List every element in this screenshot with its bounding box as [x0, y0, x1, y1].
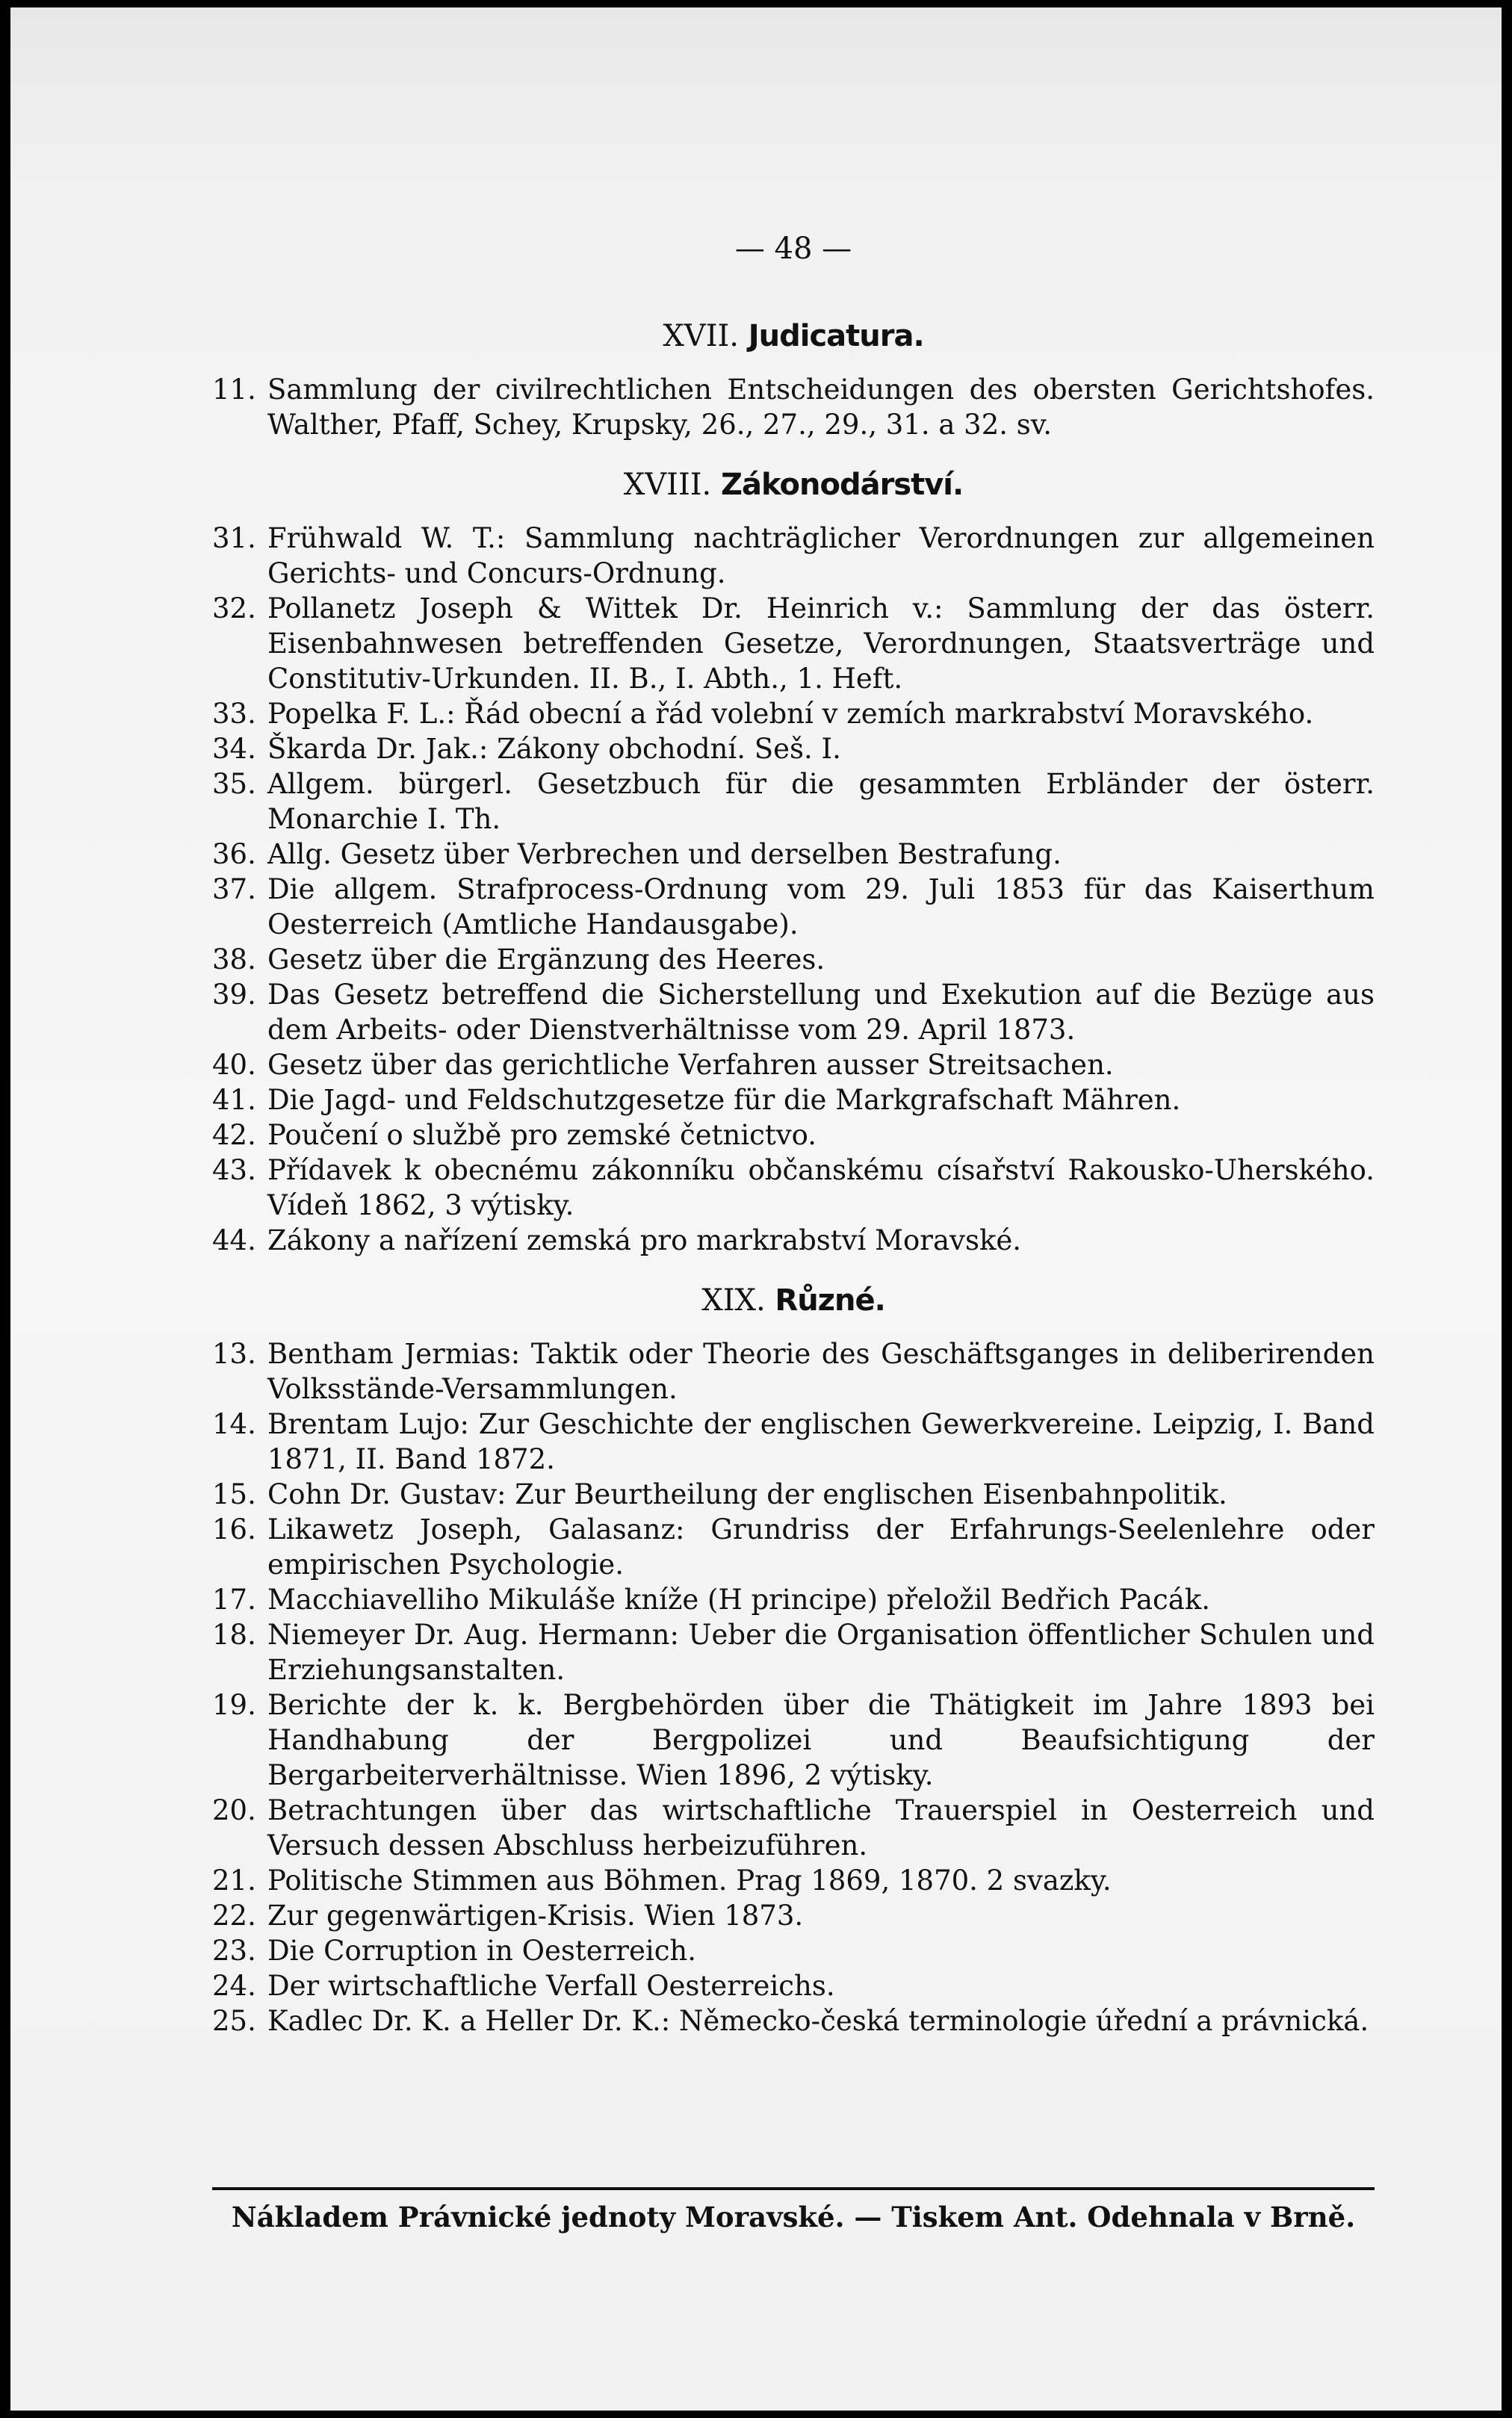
- entry-number: 43.: [212, 1154, 256, 1186]
- list-item: [212, 731, 1375, 766]
- entry-text: Die Jagd- und Feldschutzgesetze für die Markgrafschaft Mähren.: [267, 1084, 1181, 1116]
- entry-number: 39.: [212, 979, 256, 1011]
- entry-text: Berichte der k. k. Bergbehörden über die Thätigkeit im Jahre 1893 bei Handhabung der Bergpolizei und Beaufsichtigung der Bergarbeiterverhältnisse. Wien 1896, 2 výtisky.: [267, 1689, 1375, 1791]
- entry-text: Allgem. bürgerl. Gesetzbuch für die gesammten Erbländer der österr. Monarchie I. Th.: [267, 768, 1375, 835]
- list-item: [212, 521, 1375, 591]
- entry-number: 17.: [212, 1584, 256, 1616]
- entry-text: Škarda Dr. Jak.: Zákony obchodní. Seš. I.: [267, 733, 841, 765]
- page-content: [212, 232, 1375, 2039]
- entry-number: 19.: [212, 1689, 256, 1721]
- list-item: [212, 1793, 1375, 1863]
- entry-number: 33.: [212, 698, 256, 730]
- list-item: [212, 837, 1375, 872]
- section-heading: [212, 1283, 1375, 1318]
- list-item: [212, 1117, 1375, 1153]
- entry-number: 36.: [212, 838, 256, 870]
- list-item: [212, 1968, 1375, 2003]
- list-item: [212, 1082, 1375, 1117]
- entry-list: [212, 521, 1375, 1258]
- list-item: [212, 766, 1375, 837]
- entry-number: 31.: [212, 522, 256, 554]
- entry-text: Die Corruption in Oesterreich.: [267, 1935, 697, 1967]
- list-item: [212, 1153, 1375, 1223]
- footer-divider: [212, 2187, 1375, 2190]
- list-item: [212, 1863, 1375, 1898]
- entry-number: 41.: [212, 1084, 256, 1116]
- section-heading: [212, 319, 1375, 354]
- section-title: Zákonodárství.: [720, 468, 964, 502]
- page-number: — 48 —: [734, 232, 852, 266]
- section-title: Různé.: [775, 1283, 885, 1318]
- list-item: [212, 1582, 1375, 1617]
- list-item: [212, 1933, 1375, 1968]
- entry-text: Politische Stimmen aus Böhmen. Prag 1869, 1870. 2 svazky.: [267, 1864, 1112, 1897]
- entry-text: Bentham Jermias: Taktik oder Theorie des Geschäftsganges in deliberirenden Volksstände-Versammlungen.: [267, 1338, 1375, 1405]
- list-item: [212, 1617, 1375, 1687]
- list-item: [212, 591, 1375, 696]
- footer-imprint: Nákladem Právnické jednoty Moravské. — Tiskem Ant. Odehnala v Brně.: [231, 2201, 1356, 2233]
- entry-text: Přídavek k obecnému zákonníku občanskému císařství Rakousko-Uherského. Vídeň 1862, 3 výtisky.: [267, 1154, 1375, 1221]
- entry-number: 23.: [212, 1935, 256, 1967]
- list-item: [212, 372, 1375, 442]
- entry-text: Sammlung der civilrechtlichen Entscheidungen des obersten Gerichtshofes. Walther, Pfaff, Schey, Krupsky, 26., 27., 29., 31. a 32. sv.: [267, 373, 1375, 441]
- list-item: [212, 1687, 1375, 1793]
- entry-text: Niemeyer Dr. Aug. Hermann: Ueber die Organisation öffentlicher Schulen und Erziehungsanstalten.: [267, 1619, 1375, 1686]
- list-item: [212, 1047, 1375, 1082]
- entry-text: Gesetz über das gerichtliche Verfahren ausser Streitsachen.: [267, 1049, 1114, 1081]
- section-numeral: XIX.: [701, 1283, 766, 1318]
- entry-number: 20.: [212, 1794, 256, 1826]
- list-item: [212, 977, 1375, 1047]
- entry-number: 18.: [212, 1619, 256, 1651]
- entry-number: 34.: [212, 733, 256, 765]
- section-numeral: XVII.: [663, 319, 740, 353]
- section-title: Judicatura.: [748, 319, 924, 353]
- entry-number: 11.: [212, 373, 256, 406]
- entry-text: Zur gegenwärtigen-Krisis. Wien 1873.: [267, 1900, 804, 1932]
- entry-number: 21.: [212, 1864, 256, 1897]
- entry-number: 35.: [212, 768, 256, 800]
- entry-text: Betrachtungen über das wirtschaftliche Trauerspiel in Oesterreich und Versuch dessen Abschluss herbeizuführen.: [267, 1794, 1375, 1861]
- entry-number: 32.: [212, 592, 256, 624]
- entry-number: 22.: [212, 1900, 256, 1932]
- section-numeral: XVIII.: [623, 468, 712, 502]
- entry-text: Zákony a nařízení zemská pro markrabství Moravské.: [267, 1224, 1022, 1256]
- entry-text: Popelka F. L.: Řád obecní a řád volební v zemích markrabství Moravského.: [267, 698, 1314, 730]
- entry-list: [212, 372, 1375, 442]
- entry-number: 16.: [212, 1513, 256, 1546]
- entry-number: 13.: [212, 1338, 256, 1370]
- entry-text: Macchiavelliho Mikuláše kníže (H principe) přeložil Bedřich Pacák.: [267, 1584, 1211, 1616]
- entry-number: 25.: [212, 2005, 256, 2037]
- list-item: [212, 1898, 1375, 1933]
- list-item: [212, 696, 1375, 731]
- entry-text: Gesetz über die Ergänzung des Heeres.: [267, 943, 825, 976]
- entry-text: Pollanetz Joseph & Wittek Dr. Heinrich v.: Sammlung der das österr. Eisenbahnwesen betreffenden Gesetze, Verordnungen, Staatsverträge und Constitutiv-Urkunden. II. B., I. Abth., 1. Heft.: [267, 592, 1375, 695]
- section-zakonodarstvi: [212, 468, 1375, 1258]
- list-item: [212, 872, 1375, 942]
- entry-number: 40.: [212, 1049, 256, 1081]
- list-item: [212, 1512, 1375, 1582]
- entry-number: 14.: [212, 1408, 256, 1440]
- list-item: [212, 1336, 1375, 1407]
- entry-text: Frühwald W. T.: Sammlung nachträglicher Verordnungen zur allgemeinen Gerichts- und Concurs-Ordnung.: [267, 522, 1375, 589]
- section-judicatura: [212, 319, 1375, 442]
- entry-text: Brentam Lujo: Zur Geschichte der englischen Gewerkvereine. Leipzig, I. Band 1871, II. Band 1872.: [267, 1408, 1375, 1475]
- entry-text: Kadlec Dr. K. a Heller Dr. K.: Německo-česká terminologie úřední a právnická.: [267, 2005, 1369, 2037]
- entry-text: Der wirtschaftliche Verfall Oesterreichs.: [267, 1970, 835, 2002]
- list-item: [212, 1223, 1375, 1258]
- list-item: [212, 942, 1375, 977]
- entry-number: 15.: [212, 1478, 256, 1510]
- list-item: [212, 2003, 1375, 2039]
- entry-text: Das Gesetz betreffend die Sicherstellung und Exekution auf die Bezüge aus dem Arbeits- oder Dienstverhältnisse vom 29. April 1873.: [267, 979, 1375, 1046]
- entry-text: Poučení o službě pro zemské četnictvo.: [267, 1119, 817, 1151]
- entry-text: Likawetz Joseph, Galasanz: Grundriss der Erfahrungs-Seelenlehre oder empirischen Psychologie.: [267, 1513, 1375, 1581]
- entry-text: Allg. Gesetz über Verbrechen und derselben Bestrafung.: [267, 838, 1062, 870]
- section-ruzne: [212, 1283, 1375, 2039]
- entry-number: 44.: [212, 1224, 256, 1256]
- entry-number: 38.: [212, 943, 256, 976]
- list-item: [212, 1477, 1375, 1512]
- entry-text: Die allgem. Strafprocess-Ordnung vom 29. Juli 1853 für das Kaiserthum Oesterreich (Amtliche Handausgabe).: [267, 873, 1375, 940]
- entry-number: 42.: [212, 1119, 256, 1151]
- entry-number: 24.: [212, 1970, 256, 2002]
- entry-list: [212, 1336, 1375, 2039]
- list-item: [212, 1407, 1375, 1477]
- section-heading: [212, 468, 1375, 503]
- entry-number: 37.: [212, 873, 256, 905]
- scanned-page: [10, 7, 1502, 2411]
- entry-text: Cohn Dr. Gustav: Zur Beurtheilung der englischen Eisenbahnpolitik.: [267, 1478, 1227, 1510]
